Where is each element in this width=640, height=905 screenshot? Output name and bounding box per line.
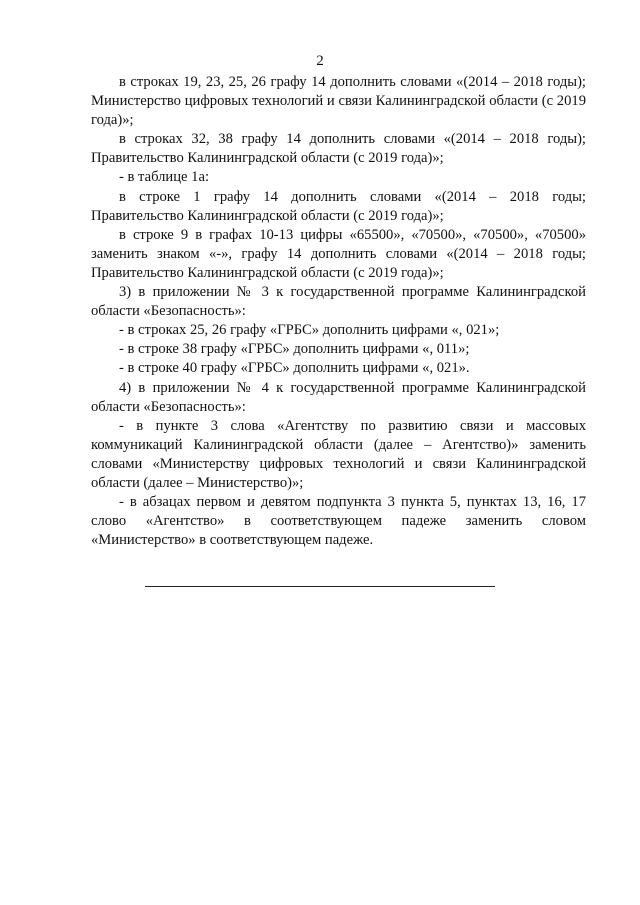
- paragraph: - в строках 25, 26 графу «ГРБС» дополнить цифрами «, 021»;: [119, 322, 500, 339]
- document-body: [91, 73, 586, 550]
- paragraph: 3) в приложении № 3 к государственной программе Калининградской области «Безопасность»:: [91, 284, 586, 320]
- closing-divider: [145, 586, 495, 587]
- paragraph: в строках 32, 38 графу 14 дополнить словами «(2014 – 2018 годы); Правительство Калининградской области (с 2019 года)»;: [91, 131, 586, 167]
- paragraph: - в абзацах первом и девятом подпункта 3 пункта 5, пунктах 13, 16, 17 слово «Агентство» в соответствующем падеже заменить словом «Министерство» в соответствующем падеже.: [91, 494, 586, 549]
- paragraph: - в строке 38 графу «ГРБС» дополнить цифрами «, 011»;: [119, 341, 470, 358]
- paragraph: в строке 9 в графах 10-13 цифры «65500», «70500», «70500», «70500» заменить знаком «-», графу 14 дополнить словами «(2014 – 2018 годы; Правительство Калининградской области (с 2019 года)»;: [91, 226, 586, 281]
- paragraph: - в таблице 1а:: [119, 169, 209, 186]
- paragraph: - в пункте 3 слова «Агентству по развитию связи и массовых коммуникаций Калининградской области (далее – Агентство)» заменить словами «Министерству цифровых технологий и связи Калининградской области (далее – Министерство)»;: [91, 417, 586, 491]
- page-number: 2: [316, 53, 324, 69]
- paragraph: - в строке 40 графу «ГРБС» дополнить цифрами «, 021».: [119, 360, 470, 377]
- paragraph: в строке 1 графу 14 дополнить словами «(2014 – 2018 годы; Правительство Калининградской области (с 2019 года)»;: [91, 188, 586, 224]
- paragraph: 4) в приложении № 4 к государственной программе Калининградской области «Безопасность»:: [91, 379, 586, 415]
- paragraph: в строках 19, 23, 25, 26 графу 14 дополнить словами «(2014 – 2018 годы); Министерство цифровых технологий и связи Калининградской области (с 2019 года)»;: [91, 74, 586, 129]
